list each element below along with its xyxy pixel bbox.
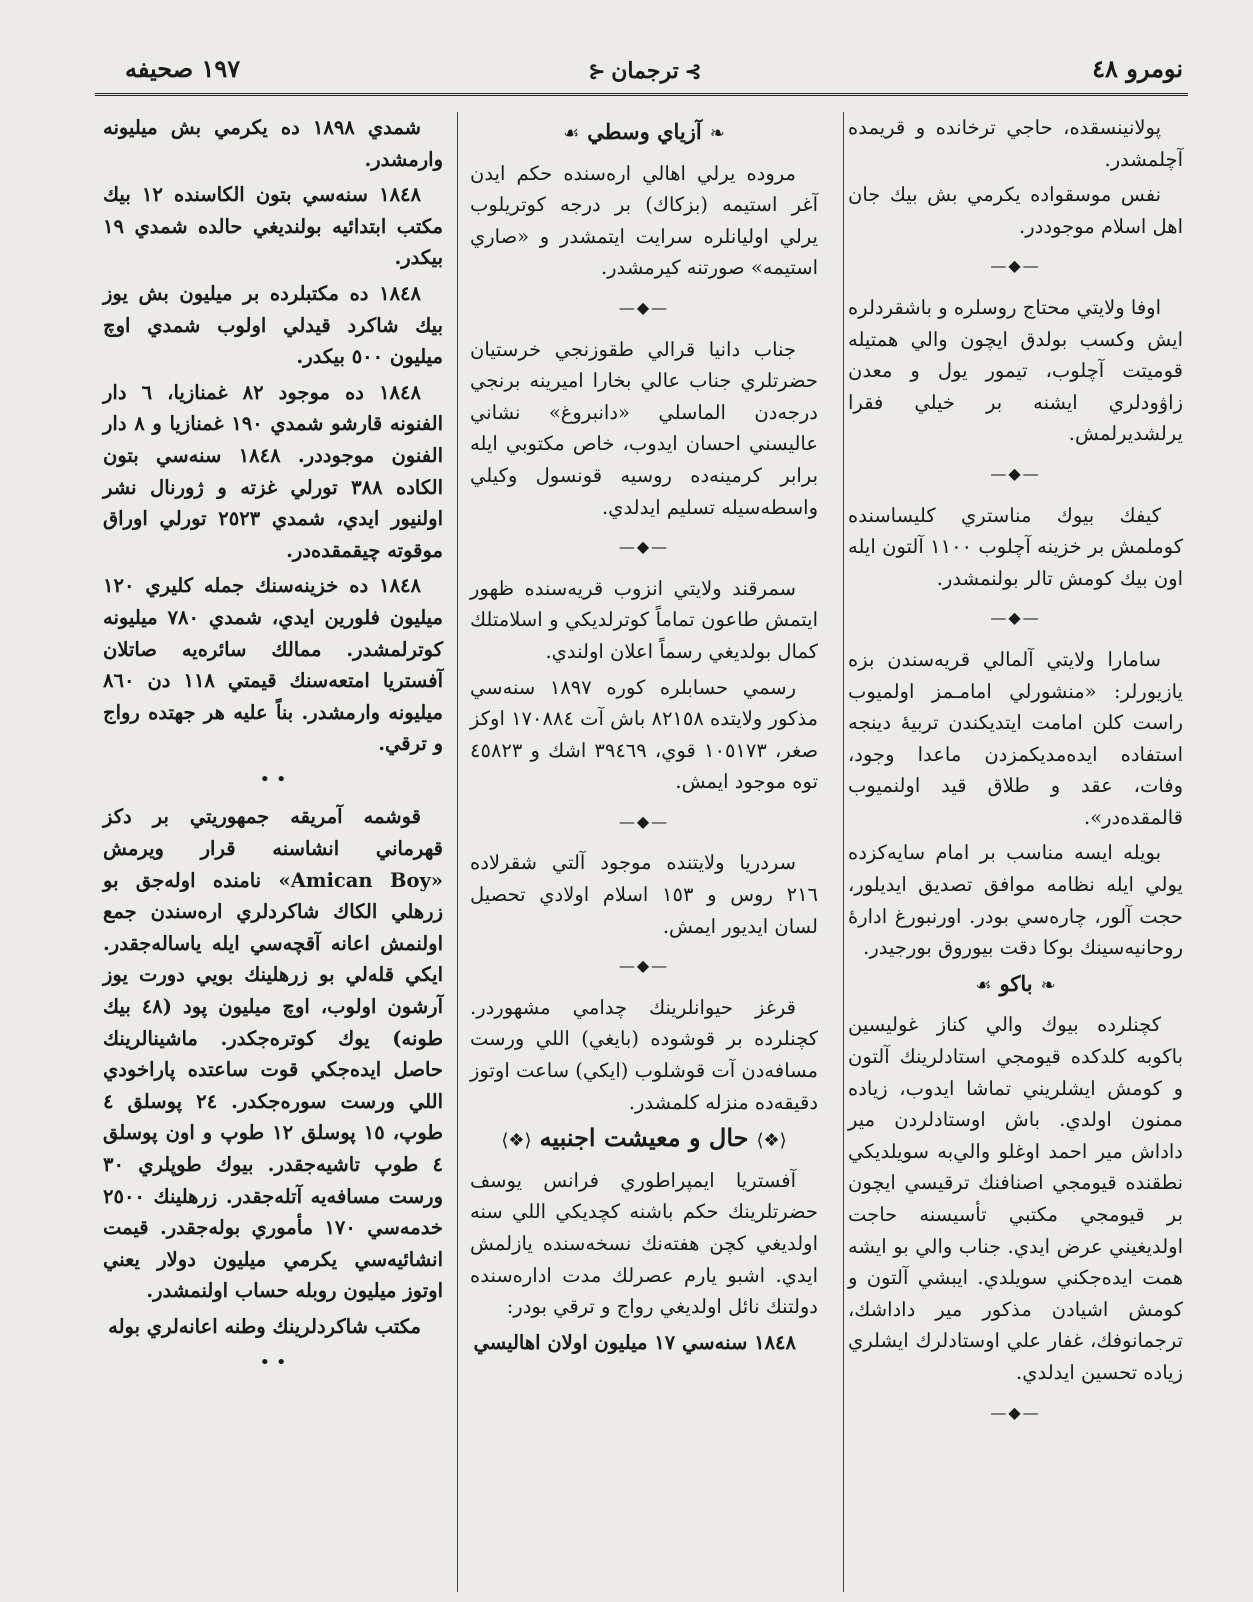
paragraph: ١٨٤٨ سنه‌سي ١٧ ميليون اولان اهاليسي: [473, 1330, 796, 1354]
ornament-icon: ☙: [563, 123, 580, 144]
paragraph: سردريا ولايتنده موجود آلتي شقرلاده ٢١٦ روس و ١٥٣ اسلام اولادي تحصيل لسان ايديور ايمش.: [470, 851, 819, 938]
ornament-icon: ⟨❖⟩: [756, 1130, 787, 1152]
paragraph: پولانينسقده، حاجي ترخانده و قريمده آچلمشدر.: [848, 116, 1183, 171]
paragraph: رسمي حسابلره كوره ١٨٩٧ سنه‌سي مذكور ولايتده ٨٢١٥٨ باش آت ١٧٠٨٨٤ اوكز صغر، ١٠٥١٧٣ قوي، ٣٩٤٦٩ اشك و ٤٥٨٢٣ توه موجود ايمش.: [470, 675, 818, 794]
left-column: [103, 112, 443, 1384]
ornament-icon: ❧: [1040, 974, 1056, 996]
divider-ornament: —◆—: [990, 463, 1041, 483]
masthead: [565, 58, 725, 84]
divider-ornament: —◆—: [618, 811, 670, 831]
header-rule: [95, 93, 1188, 96]
right-column: [848, 112, 1183, 1438]
paragraph: ١٨٤٨ سنه‌سي بتون الكاسنده ١٢ بيك مكتب ابتدائيه بولنديغي حالده شمدي ١٩ بيكدر.: [103, 183, 443, 270]
section-heading: [470, 1122, 818, 1157]
paragraph: ١٨٤٨ ده مكتبلرده بر ميليون بش يوز بيك شاكرد قيدلي اولوب شمدي اوچ ميليون ٥٠٠ بيكدر.: [103, 281, 443, 369]
paragraph: مروده يرلي اهالي اره‌سنده حكم ايدن آغر استيمه (بزكاك) بر درجه كوتريلوب يرلي اوليانلره سرايت ايتمشدر و «صاري استيمه» صورتنه كيرمشدر.: [470, 161, 818, 280]
section-title: حال و معيشت اجنبيه: [539, 1123, 749, 1153]
paragraph: آفستريا ايمپراطوري فرانس يوسف حضرتلرينك حكم باشنه كچديكي اللي سنه اولديغي كچن هفته‌نك نسخه‌سنده يازلمش ايدي. اشبو يارم عصرلك مدت اداره‌سنده دولتنك نائل اولديغي رواج و ترقي بودر:: [470, 1168, 818, 1319]
paragraph: بويله ايسه مناسب بر امام سايه‌كزده يولي ايله نظامه موافق تصديق ايديلور، حجت آلور، چاره‌سي بودر. اورنبورغ ادارهٔ روحانيه‌سينك بوكا دقت بيوروق بورجيدر.: [848, 841, 1183, 960]
ornament-icon: ❧: [709, 123, 725, 144]
section-heading: [470, 116, 818, 150]
newspaper-title: ترجمان: [611, 58, 679, 84]
paragraph: نفس موسقواده يكرمي بش بيك جان اهل اسلام موجوددر.: [848, 183, 1183, 238]
paragraph: شمدي ١٨٩٨ ده يكرمي بش ميليونه وارمشدر.: [103, 116, 443, 171]
paragraph: قرغز حيوانلرينك چدامي مشهوردر. كچنلرده بر قوشوده (بايغي) اللي ورست مسافه‌دن آت قوشلوب (ايكي) ساعت اوتوز دقيقه‌ده منزله كلمشدر.: [470, 995, 818, 1114]
divider-dots: • •: [259, 1351, 287, 1373]
paragraph: ١٨٤٨ ده موجود ٨٢ غمنازيا، ٦ دار الفنونه قارشو شمدي ١٩٠ غمنازيا و ٨ دار الفنون موجوددر. ١٨٤٨ سنه‌سي بتون الكاده ٣٨٨ تورلي غزته و ژورنال نشر اولنيور ايدي، شمدي ٢٥٢٣ تورلي اوراق موقوته چيقمقده‌در.: [103, 380, 443, 562]
paragraph: ١٨٤٨ ده خزينه‌سنك جمله كليري ١٢٠ ميليون فلورين ايدي، شمدي ٧٨٠ ميليونه كوترلمشدر. ممالك سائره‌يه صاتلان آفستريا امتعه‌سنك قيمتي ١١٨ دن ٨٦٠ ميليونه وارمشدر. بناً عليه هر جهتده رواج و ترقي.: [103, 574, 443, 756]
paragraph: جناب دانيا قرالي طقوزنجي خرستيان حضرتلري جناب عالي بخارا اميرينه برنجي درجه‌دن الماسلي «دانبروغ» نشاني عاليسني احسان ايدوب، خاص مكتوبي ايله برابر كرمينه‌ده روسيه قونسول وكيلي واسطه‌سيله تسليم ايدلدي.: [470, 337, 818, 519]
paragraph: سمرقند ولايتي انزوب قريه‌سنده ظهور ايتمش طاعون تماماً كوترلديكي و اسلامتلك كمال بولديغي رسماً اعلان اولندي.: [470, 576, 818, 663]
divider-ornament: —◆—: [618, 537, 670, 557]
section-title: باكو: [999, 970, 1033, 996]
ornament-icon: ☙: [975, 974, 992, 996]
column-divider: [457, 112, 458, 1592]
section-title: آزياي وسطي: [587, 119, 702, 144]
paragraph: قوشمه آمريقه جمهوريتي بر دكز قهرماني انشاسنه قرار ويرمش «Amican Boy» نامنده اوله‌جق بو زرهلي الكاك شاكردلري اره‌سندن جمع اولنمش اعانه آقچه‌سي ايله ياساله‌جقدر. ايكي قله‌لي بو زرهلينك بويي دورت يوز آرشون اولوب، اوچ ميليون پود (٤٨ بيك طونه) يوك كوتره‌جكدر. ماشينالرينك حاصل ايده‌جكي قوت ساعتده پاراخودي اللي ورست سوره‌جكدر. ٢٤ پوسلق ٤ طوپ، ١٥ پوسلق ١٢ طوپ و اون پوسلق ٤ طوپ تاشيه‌جقدر. بيوك طوپلري ٣٠ ورست مسافه‌يه آتله‌جقدر. زرهلينك ٢٥٠٠ خدمه‌سي ١٧٠ مأموري بوله‌جقدر. قيمت انشائيه‌سي يكرمي ميليون دولار يعني اوتوز ميليون روبله حساب اولنمشدر.: [103, 805, 443, 1303]
section-heading: [848, 968, 1183, 1002]
paragraph: اوفا ولايتي محتاج روسلره و باشقردلره ايش وكسب بولدق ايچون والي همتيله قوميتت آچلوب، تيمور يول و معدن زاۋودلري ايشنه بر خيلي فقرا يرلشديرلمش.: [848, 295, 1183, 446]
paragraph: سامارا ولايتي آلمالي قريه‌سندن بزه يازيورلر: «منشورلي امامـمز اولميوب راست كلن امامت ايتديكندن تربيهٔ دينجه استفاده ايده‌مديكمزدن ماعدا وجود، وفات، عقد و طلاق قيد اولنميوب قالمقده‌در».: [848, 647, 1183, 829]
ornament-icon: ⟨❖⟩: [501, 1130, 532, 1152]
issue-number: نومرو ٤٨: [1092, 54, 1183, 83]
paragraph: كيفك بيوك مناستري كليساسنده كوملمش بر خزينه آچلوب ١١٠٠ آلتون ايله اون بيك كومش تالر بولنمشدر.: [848, 503, 1183, 590]
page-number: ١٩٧ صحيفه: [125, 54, 241, 83]
divider-ornament: —◆—: [618, 297, 670, 317]
ornament-icon: ⊰: [588, 59, 606, 83]
divider-ornament: —◆—: [990, 256, 1041, 276]
paragraph: كچنلرده بيوك والي كناز غوليسين باكوبه كلدكده قيومجي استادلرينك آلتون و كومش ايشلريني تماشا ايدوب، زياده ممنون اولدي. باش اوستادلردن مير داداش مير احمد اوغلو والي‌به سويلديكي نطقنده قيومجي اصنافنك ترقيسي ايچون بر قيومجي مكتبي تأسيسنه حاجت اولديغيني عرض ايدي. جناب والي بو ايشه همت ايده‌جكني سويلدي. ايبشي آلتون و كومش اشيادن مذكور مير داداشك، ترجمانوفك، غفار علي اوستادلرك ايشلري زياده تحسين ايدلدي.: [848, 1013, 1183, 1384]
ornament-icon: ⊱: [684, 59, 702, 83]
divider-ornament: —◆—: [618, 956, 670, 976]
middle-column: [470, 112, 818, 1362]
paragraph: مكتب شاكردلرينك وطنه اعانه‌لري بوله: [108, 1314, 421, 1338]
divider-ornament: —◆—: [990, 1402, 1041, 1422]
divider-dots: • •: [259, 768, 287, 790]
divider-ornament: —◆—: [990, 608, 1041, 628]
column-divider: [843, 112, 844, 1592]
